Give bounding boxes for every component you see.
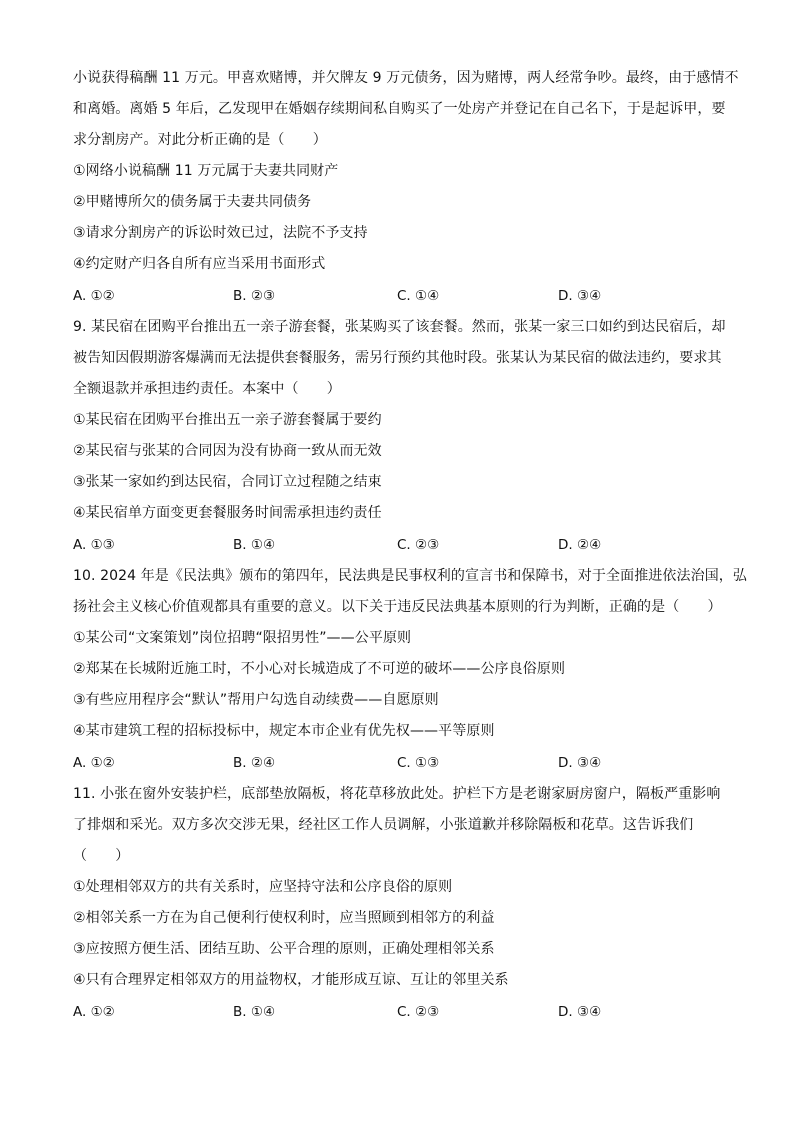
q9-option-c: C. ②③ [397,537,440,553]
q10-item-2: ②郑某在长城附近施工时，不小心对长城造成了不可逆的破坏——公序良俗原则 [73,661,566,677]
q11-stem-line-3: （ ） [73,848,130,864]
q10-item-4: ④某市建筑工程的招标投标中，规定本市企业有优先权——平等原则 [73,723,495,739]
q8-item-1: ①网络小说稿酬 11 万元属于夫妻共同财产 [73,163,339,179]
q8-stem-line-2: 和离婚。离婚 5 年后，乙发现甲在婚姻存续期间私自购买了一处房产并登记在自己名下，于是起诉甲，要 [73,101,726,117]
q8-option-d: D. ③④ [558,288,602,304]
q11-option-a: A. ①② [73,1004,115,1020]
q10-option-b: B. ②④ [233,755,276,771]
q9-option-a: A. ①③ [73,537,115,553]
q9-stem-line-3: 全额退款并承担违约责任。本案中（ ） [73,381,341,397]
q10-item-1: ①某公司“文案策划”岗位招聘“限招男性”——公平原则 [73,630,412,646]
q10-stem-line-2: 扬社会主义核心价值观都具有重要的意义。以下关于违反民法典基本原则的行为判断，正确的是（ ） [73,599,722,615]
q8-option-c: C. ①④ [397,288,440,304]
q9-option-b: B. ①④ [233,537,276,553]
q11-stem-line-1: 11. 小张在窗外安装护栏，底部垫放隔板，将花草移放此处。护栏下方是老谢家厨房窗户，隔板严重影响 [73,786,721,802]
q11-item-1: ①处理相邻双方的共有关系时，应坚持守法和公序良俗的原则 [73,879,453,895]
q10-option-c: C. ①③ [397,755,440,771]
q9-item-3: ③张某一家如约到达民宿，合同订立过程随之结束 [73,474,382,490]
q10-stem-line-1: 10. 2024 年是《民法典》颁布的第四年，民法典是民事权利的宣言书和保障书，对于全面推进依法治国，弘 [73,568,747,584]
q8-option-b: B. ②③ [233,288,276,304]
q11-option-b: B. ①④ [233,1004,276,1020]
q11-item-2: ②相邻关系一方在为自己便利行使权利时，应当照顾到相邻方的利益 [73,910,495,926]
q11-item-3: ③应按照方便生活、团结互助、公平合理的原则，正确处理相邻关系 [73,941,495,957]
q10-option-a: A. ①② [73,755,115,771]
q11-stem-line-2: 了排烟和采光。双方多次交涉无果，经社区工作人员调解，小张道歉并移除隔板和花草。这告诉我们 [73,817,694,833]
q10-item-3: ③有些应用程序会“默认”帮用户勾选自动续费——自愿原则 [73,692,439,708]
q8-option-a: A. ①② [73,288,115,304]
q8-stem-line-1: 小说获得稿酬 11 万元。甲喜欢赌博，并欠牌友 9 万元债务，因为赌博，两人经常争吵。最终，由于感情不 [73,70,739,86]
q11-option-c: C. ②③ [397,1004,440,1020]
q9-item-1: ①某民宿在团购平台推出五一亲子游套餐属于要约 [73,412,382,428]
q8-item-4: ④约定财产归各自所有应当采用书面形式 [73,256,326,272]
q11-item-4: ④只有合理界定相邻双方的用益物权，才能形成互谅、互让的邻里关系 [73,972,509,988]
q9-stem-line-1: 9. 某民宿在团购平台推出五一亲子游套餐，张某购买了该套餐。然而，张某一家三口如约到达民宿后，却 [73,319,726,335]
q11-option-d: D. ③④ [558,1004,602,1020]
q9-stem-line-2: 被告知因假期游客爆满而无法提供套餐服务，需另行预约其他时段。张某认为某民宿的做法违约，要求其 [73,350,722,366]
q10-option-d: D. ③④ [558,755,602,771]
q9-item-4: ④某民宿单方面变更套餐服务时间需承担违约责任 [73,505,382,521]
q9-item-2: ②某民宿与张某的合同因为没有协商一致从而无效 [73,443,382,459]
q8-stem-line-3: 求分割房产。对此分析正确的是（ ） [73,132,327,148]
q8-item-3: ③请求分割房产的诉讼时效已过，法院不予支持 [73,225,368,241]
q8-item-2: ②甲赌博所欠的债务属于夫妻共同债务 [73,194,312,210]
q9-option-d: D. ②④ [558,537,602,553]
